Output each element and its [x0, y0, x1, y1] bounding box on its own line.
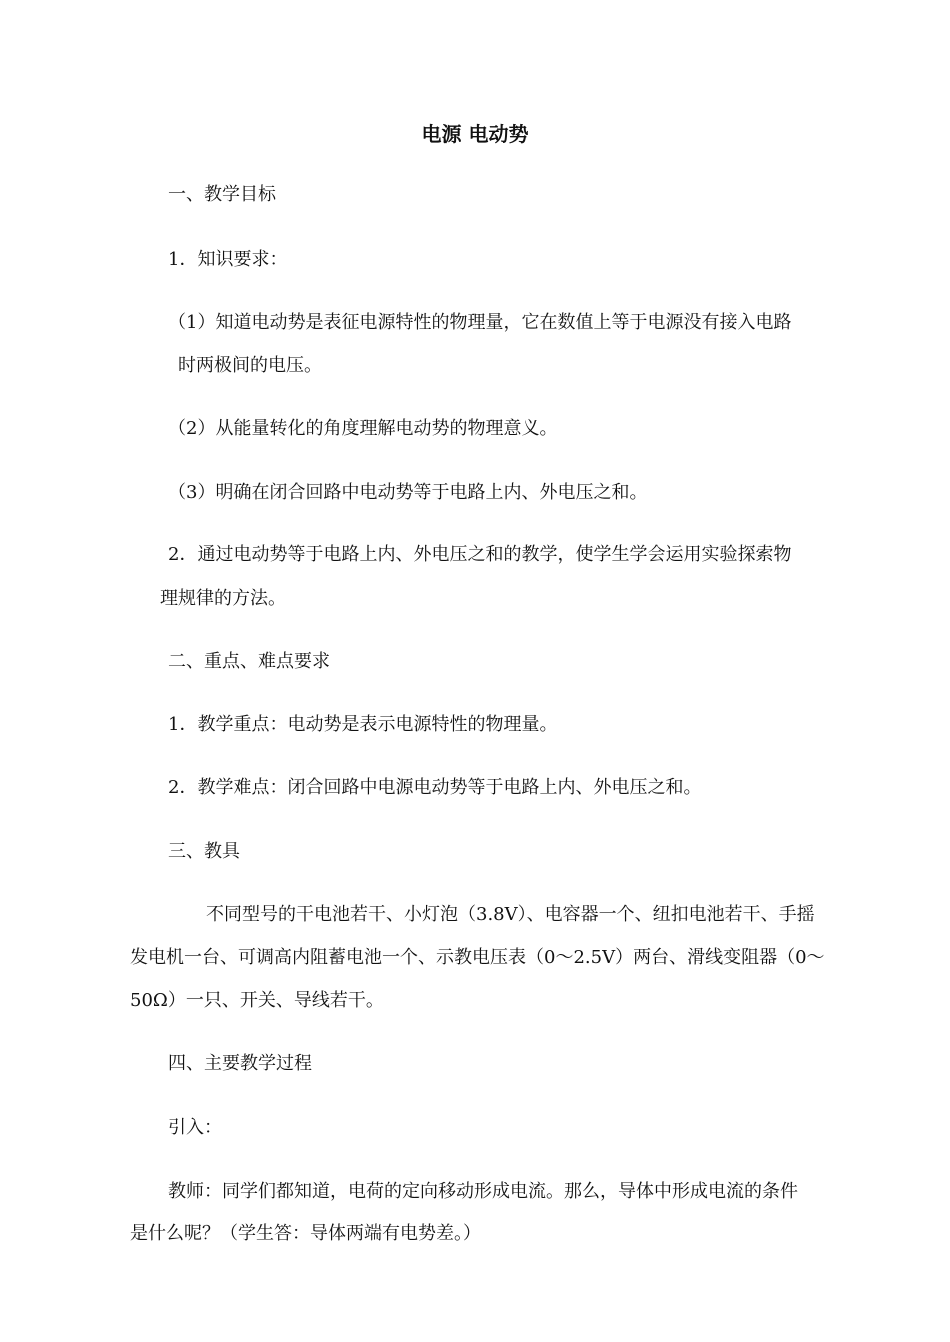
paragraph-line: 2．教学难点：闭合回路中电源电动势等于电路上内、外电压之和。	[168, 777, 702, 798]
paragraph-line: 1．教学重点：电动势是表示电源特性的物理量。	[168, 714, 558, 735]
paragraph-line: 理规律的方法。	[160, 588, 286, 609]
paragraph-line: （1）知道电动势是表征电源特性的物理量，它在数值上等于电源没有接入电路	[168, 312, 792, 333]
section-heading-key-points: 二、重点、难点要求	[168, 651, 330, 672]
subheading-knowledge: 1．知识要求：	[168, 249, 288, 270]
paragraph-line: 教师：同学们都知道，电荷的定向移动形成电流。那么，导体中形成电流的条件	[168, 1181, 798, 1202]
paragraph-line: （2）从能量转化的角度理解电动势的物理意义。	[168, 418, 558, 439]
paragraph-line: 2．通过电动势等于电路上内、外电压之和的教学，使学生学会运用实验探索物	[168, 544, 792, 565]
paragraph-line: 不同型号的干电池若干、小灯泡（3.8V）、电容器一个、纽扣电池若干、手摇	[206, 904, 815, 925]
section-heading-equipment: 三、教具	[168, 841, 240, 862]
section-heading-process: 四、主要教学过程	[168, 1053, 312, 1074]
paragraph-line: 时两极间的电压。	[178, 355, 322, 376]
paragraph-line: 50Ω）一只、开关、导线若干。	[130, 990, 384, 1011]
paragraph-line: 发电机一台、可调高内阻蓄电池一个、示教电压表（0～2.5V）两台、滑线变阻器（0～	[130, 947, 825, 968]
section-heading-objectives: 一、教学目标	[168, 184, 276, 205]
paragraph-line: 是什么呢？（学生答：导体两端有电势差。）	[130, 1223, 481, 1244]
paragraph-line: （3）明确在闭合回路中电动势等于电路上内、外电压之和。	[168, 482, 648, 503]
document-title: 电源 电动势	[421, 122, 529, 146]
subheading-introduction: 引入：	[168, 1117, 222, 1138]
